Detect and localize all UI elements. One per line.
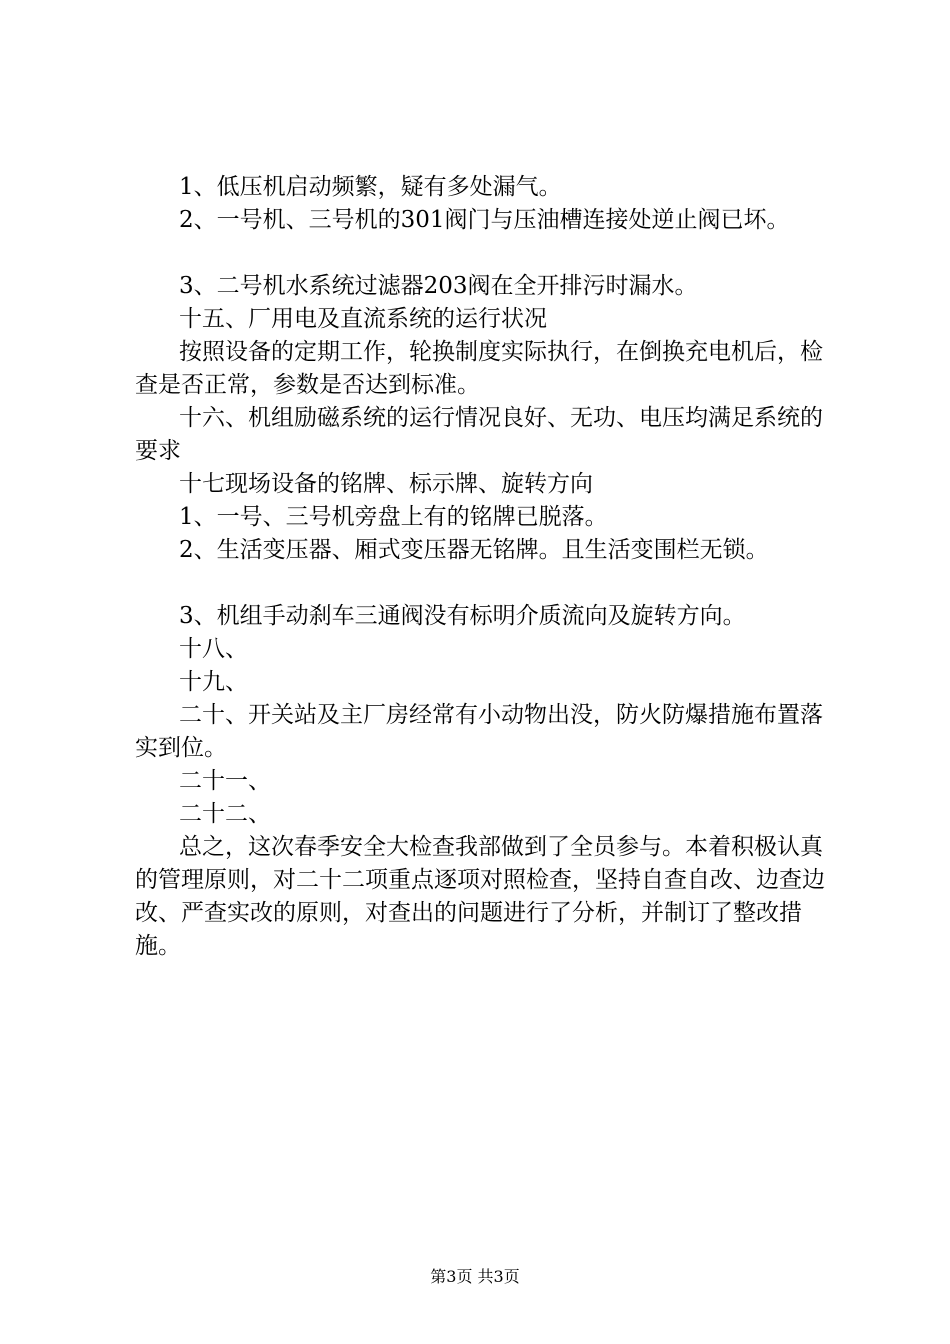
page-footer: 第3页 共3页 — [430, 1267, 520, 1286]
section-heading-21: 二十一、 — [179, 768, 271, 794]
paragraph-1: 1、低压机启动频繁，疑有多处漏气。 — [179, 174, 562, 200]
section-heading-19: 十九、 — [179, 669, 248, 695]
conclusion-paragraph: 总之，这次春季安全大检查我部做到了全员参与。本着积极认真的管理原则，对二十二项重点逐项对照检查，坚持自查自改、边查边改、严查实改的原则，对查出的问题进行了分析，并制订了整改措施。 — [135, 834, 825, 959]
document-body — [135, 171, 835, 963]
section-heading-15: 十五、厂用电及直流系统的运行状况 — [179, 306, 547, 332]
section-heading-22: 二十二、 — [179, 801, 271, 827]
section-heading-18: 十八、 — [179, 636, 248, 662]
section-heading-17: 十七现场设备的铭牌、标示牌、旋转方向 — [179, 471, 593, 497]
section-heading-16: 十六、机组励磁系统的运行情况良好、无功、电压均满足系统的要求 — [135, 405, 823, 464]
paragraph-5: 1、一号、三号机旁盘上有的铭牌已脱落。 — [179, 504, 608, 530]
section-heading-20: 二十、开关站及主厂房经常有小动物出没，防火防爆措施布置落实到位。 — [135, 702, 823, 761]
paragraph-7: 3、机组手动刹车三通阀没有标明介质流向及旋转方向。 — [179, 603, 746, 629]
paragraph-4: 按照设备的定期工作，轮换制度实际执行，在倒换充电机后，检查是否正常，参数是否达到标准。 — [135, 339, 823, 398]
paragraph-3: 3、二号机水系统过滤器203阀在全开排污时漏水。 — [179, 273, 698, 299]
paragraph-6: 2、生活变压器、厢式变压器无铭牌。且生活变围栏无锁。 — [179, 537, 769, 563]
paragraph-2: 2、一号机、三号机的301阀门与压油槽连接处逆止阀已坏。 — [179, 207, 790, 233]
